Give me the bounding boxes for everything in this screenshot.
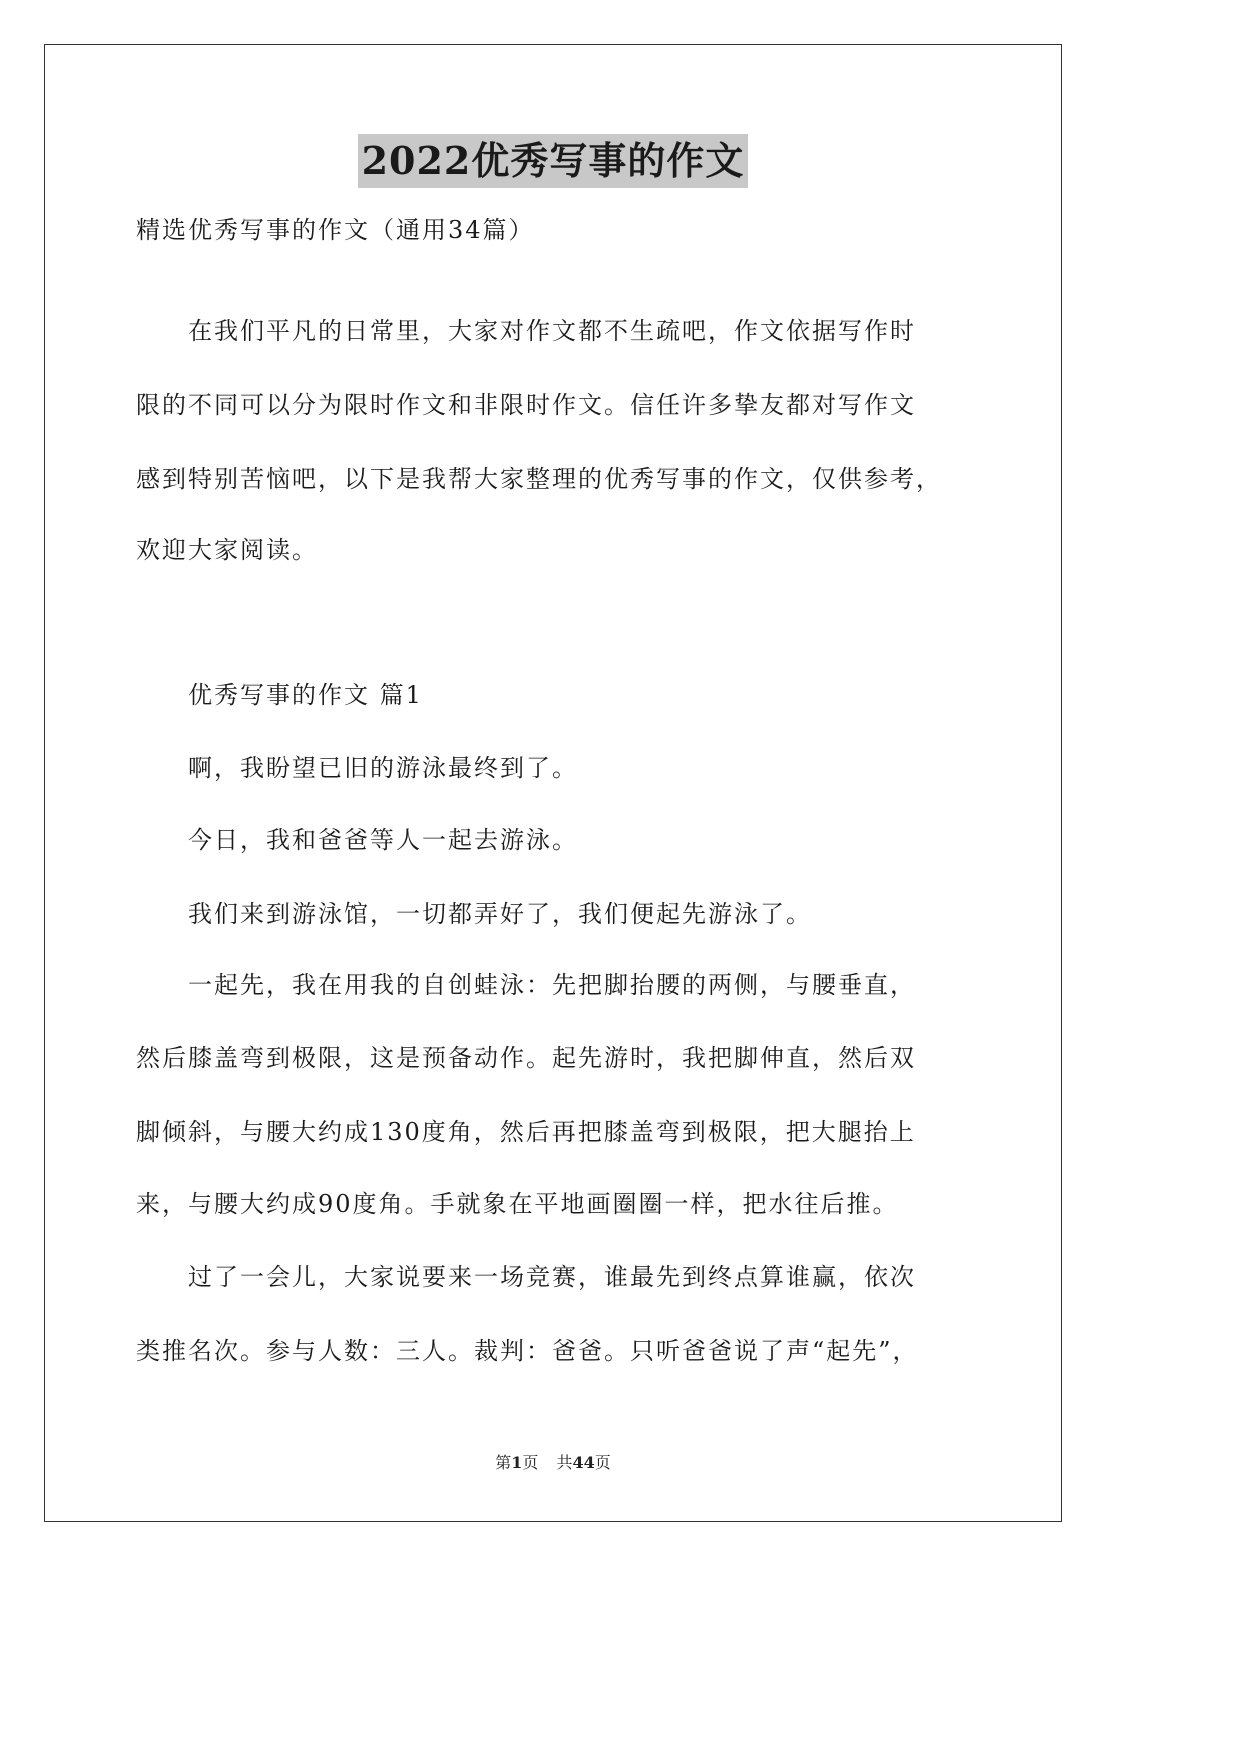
body-line: 类推名次。参与人数：三人。裁判：爸爸。只听爸爸说了声“起先”， xyxy=(136,1337,919,1365)
section-heading: 优秀写事的作文 篇1 xyxy=(136,681,423,709)
footer-total-pages: 44 xyxy=(572,1453,595,1472)
title-container xyxy=(0,134,1106,188)
body-line: 我们来到游泳馆，一切都弄好了，我们便起先游泳了。 xyxy=(136,900,812,928)
footer-page-number: 1 xyxy=(511,1453,523,1472)
intro-line: 限的不同可以分为限时作文和非限时作文。信任许多挚友都对写作文 xyxy=(136,391,916,419)
footer-total-prefix: 共 xyxy=(556,1453,573,1472)
body-line: 脚倾斜，与腰大约成130度角，然后再把膝盖弯到极限，把大腿抬上 xyxy=(136,1118,916,1146)
intro-line: 在我们平凡的日常里，大家对作文都不生疏吧，作文依据写作时 xyxy=(136,317,916,345)
footer-total-suffix: 页 xyxy=(594,1453,611,1472)
body-line: 一起先，我在用我的自创蛙泳：先把脚抬腰的两侧，与腰垂直， xyxy=(136,971,916,999)
intro-line: 欢迎大家阅读。 xyxy=(136,536,318,564)
page-footer xyxy=(0,1452,1106,1474)
footer-page-suffix: 页 xyxy=(522,1453,539,1472)
body-line: 过了一会儿，大家说要来一场竞赛，谁最先到终点算谁赢，依次 xyxy=(136,1263,916,1291)
document-title: 2022优秀写事的作文 xyxy=(358,134,749,188)
intro-line: 感到特别苦恼吧，以下是我帮大家整理的优秀写事的作文，仅供参考， xyxy=(136,465,942,493)
body-line: 来，与腰大约成90度角。手就象在平地画圈圈一样，把水往后推。 xyxy=(136,1190,899,1218)
footer-page-prefix: 第 xyxy=(495,1453,512,1472)
document-subtitle: 精选优秀写事的作文（通用34篇） xyxy=(136,216,535,244)
body-line: 然后膝盖弯到极限，这是预备动作。起先游时，我把脚伸直，然后双 xyxy=(136,1044,916,1072)
body-line: 今日，我和爸爸等人一起去游泳。 xyxy=(136,826,578,854)
body-line: 啊，我盼望已旧的游泳最终到了。 xyxy=(136,754,578,782)
